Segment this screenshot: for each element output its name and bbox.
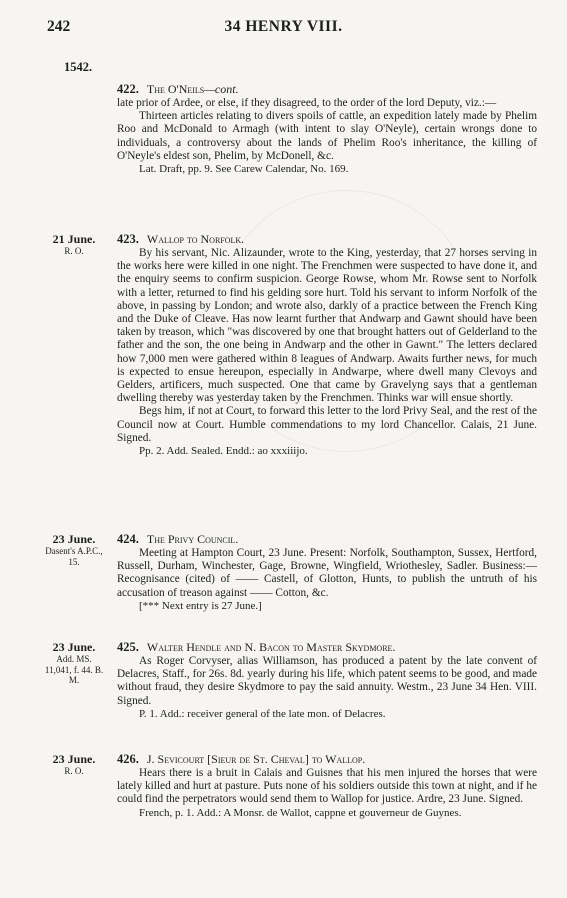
entry-paragraph: Hears there is a bruit in Calais and Guisnes that his men injured the horses that were lately killed and hurt at pasture. Puts none of his soldiers outside this town at night, and if he could find the perpetrators would send them to Wallop for justice. Ardre, 23 June. Signed. <box>117 767 537 806</box>
entry-margin <box>42 232 106 257</box>
entry-number: 426. <box>117 752 139 766</box>
margin-date: 21 June. <box>52 232 96 246</box>
entry-paragraph: Thirteen articles relating to divers spoils of cattle, an expedition lately made by Phelim Roo and McDonald to Armagh (with intent to slay O'Neyle), certain wrongs done to individuals, a controversy about the lands of Phelim Roo's inheritance, the killing of O'Neyle's eldest son, Phelim, by McDonell, &c. <box>117 110 537 162</box>
entry-title: J. Sevicourt [Sieur de St. Cheval] to Wallop. <box>146 752 366 766</box>
entry-body <box>117 232 537 458</box>
entry-paragraph: By his servant, Nic. Alizaunder, wrote to the King, yesterday, that 27 horses serving in the works here were killed in one night. The Frenchmen were suspected to have done it, and the enquiry seems to confirm suspicion. George Rowse, whom Mr. Rowse sent to Norfolk with a letter, returned to find his gelding sore hurt. Told his servant to inform Norfolk of the above, in passing by London; and wrote also, darkly of a practice between the French King and the Duke of Cleave. Has now learnt further that Andwarp and Gawnt should have been taken by treason, which "was discovered by one that brought hatters out of Gelderland to the father and the son, the one being in Andwarp and the other in Gawnt." The letters declared how 7,000 men were gathered within 8 leagues of Andwarp. Awaits further news, for much is expected to ensue hereupon, especially in Andwarpe, where dwell many Clevoys and Gelders, artificers, much suspected. One that came by Gravelyng says that a gentleman dwelling thereby was yesterday taken by the Frenchmen. Thinks war will ensue shortly. <box>117 247 537 405</box>
margin-date: 23 June. <box>52 532 96 546</box>
margin-source: Dasent's A.P.C., 15. <box>45 546 103 567</box>
entry-heading <box>117 752 537 767</box>
entry-heading <box>117 82 537 97</box>
entry-number: 422. <box>117 82 139 96</box>
entry-paragraph: As Roger Corvyser, alias Williamson, has produced a patent by the late convent of Delacres, Staff., for 26s. 8d. yearly during his life, which patent seems to be good, and made without fraud, they desire Skydmore to pay the said annuity. Westm., 23 June 34 Hen. VIII. Signed. <box>117 655 537 707</box>
entry-meta: French, p. 1. Add.: A Monsr. de Wallot, cappne et gouverneur de Guynes. <box>139 806 462 819</box>
entry-body <box>117 752 537 820</box>
entry-meta: Lat. Draft, pp. 9. See Carew Calendar, No. 169. <box>139 163 349 176</box>
page-number: 242 <box>47 18 71 35</box>
margin-date: 23 June. <box>52 752 96 766</box>
margin-source: Add. MS. 11,041, f. 44. B. M. <box>44 654 104 685</box>
entry-margin <box>42 640 106 686</box>
entry-body <box>117 82 537 176</box>
margin-source: R. O. <box>64 766 84 776</box>
entry-heading <box>117 232 537 247</box>
entry-title: Walter Hendle and N. Bacon to Master Skydmore. <box>146 640 396 654</box>
entry-paragraph: Begs him, if not at Court, to forward this letter to the lord Privy Seal, and the rest of the Council now at Court. Humble commendations to my lord Chancellor. Calais, 21 June. Signed. <box>117 405 537 444</box>
running-title: 34 HENRY VIII. <box>224 18 343 35</box>
entry-margin <box>42 532 106 567</box>
entry-title-suffix: —cont. <box>204 82 239 96</box>
margin-date: 23 June. <box>52 640 96 654</box>
entry-title: Wallop to Norfolk. <box>146 232 245 246</box>
year-label: 1542. <box>64 60 93 74</box>
entry-title: The Privy Council. <box>146 532 239 546</box>
entry-number: 424. <box>117 532 139 546</box>
margin-source: R. O. <box>64 246 84 256</box>
entry-meta: P. 1. Add.: receiver general of the late mon. of Delacres. <box>139 707 386 720</box>
entry-body <box>117 532 537 613</box>
entry-paragraph: late prior of Ardee, or else, if they disagreed, to the order of the lord Deputy, viz.:— <box>117 97 497 109</box>
entry-number: 425. <box>117 640 139 654</box>
entry-body <box>117 640 537 721</box>
entry-paragraph: Meeting at Hampton Court, 23 June. Present: Norfolk, Southampton, Sussex, Hertford, Russell, Durham, Winchester, Gage, Browne, Wingfield, Wriothesley, Sadler. Business:—Recognisance (cited) of —— Castell, of Glotton, Hunts, to publish the untruth of his accusation of treason against —— Cotton, &c. <box>117 547 537 599</box>
entry-meta: [*** Next entry is 27 June.] <box>139 599 262 612</box>
page-header <box>0 18 567 40</box>
entry-number: 423. <box>117 232 139 246</box>
entry-heading <box>117 640 537 655</box>
entry-title: The O'Neils <box>146 82 205 96</box>
entry-heading <box>117 532 537 547</box>
entry-margin <box>42 752 106 777</box>
entry-meta: Pp. 2. Add. Sealed. Endd.: ao xxxiiijo. <box>139 445 308 458</box>
